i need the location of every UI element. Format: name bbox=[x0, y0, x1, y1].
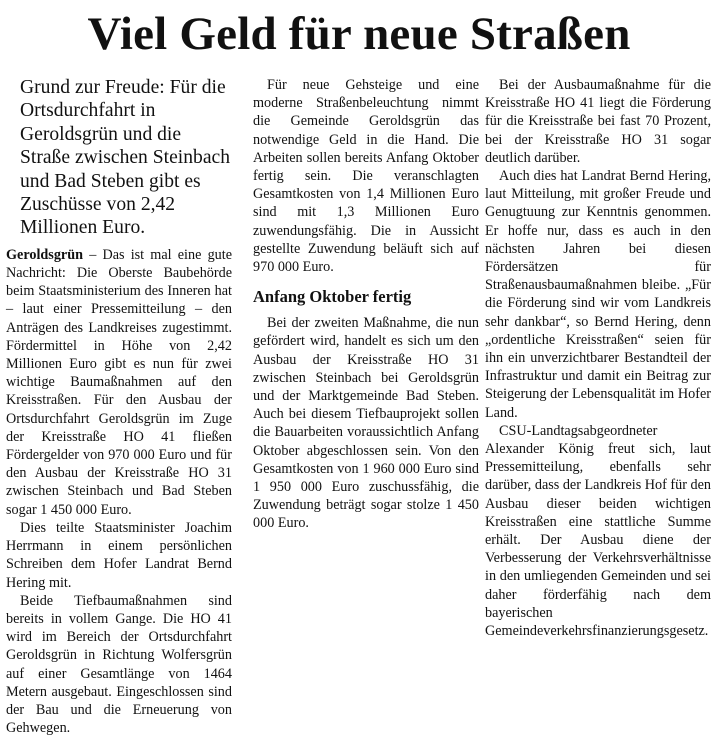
dateline: Geroldsgrün bbox=[6, 246, 83, 263]
paragraph-8: CSU-Landtagsabgeordneter Alexander König freut sich, laut Pressemitteilung, ebenfalls sehr darüber, dass der Landkreis Hof für den Ausbau dieser beiden wichtigen Kreisstraßen eine stattliche Summe erhält. Der Ausbau diene der Verbesserung der Verkehrsverhältnisse in den umliegenden Gemeinden und sei daher förderfähig nach dem bayerischen Gemeindeverkehrsfinanzierungsgesetz. bbox=[485, 422, 711, 640]
paragraph-1-text: – Das ist mal eine gute Nachricht: Die Oberste Baubehörde beim Staatsministerium des Inneren hat – laut einer Pressemitteilung – den Anträgen des Landkreises zugestimmt. Fördermittel in Höhe von 2,42 Millionen Euro gibt es nun für zwei wichtige Baumaßnahmen auf den Kreisstraßen. Für den Ausbau der Ortsdurchfahrt Geroldsgrün im Zuge der Kreisstraße HO 41 fließen Fördergelder von 970 000 Euro und für den Ausbau der Kreisstraße HO 31 zwischen Steinbach und Bad Steben sogar 1 450 000 Euro. bbox=[6, 246, 232, 518]
paragraph-4: Für neue Gehsteige und eine moderne Straßenbeleuchtung nimmt die Gemeinde Geroldsgrün das notwendige Geld in die Hand. Die Arbeiten sollen bereits Anfang Oktober fertig sein. Die veranschlagten Gesamtkosten von 1,4 Millionen Euro sind mit 1,3 Millionen Euro zuwendungsfähig. Die in Aussicht gestellte Zuwendung beläuft sich auf 970 000 Euro. bbox=[253, 77, 479, 276]
paragraph-7: Auch dies hat Landrat Bernd Hering, laut Mitteilung, mit großer Freude und Genugtuung zur Kenntnis genommen. Er hoffe nur, dass es auch in den nächsten Jahren bei diesen Fördersätzen für Straßenausbaumaßnahmen bleibe. „Für die Förderung sind wir vom Landkreis sehr dankbar“, so Bernd Hering, denn „ordentliche Kreisstraßen“ seien für ihn ein unverzichtbarer Bestandteil der Infrastruktur und damit ein Beitrag zur Steigerung der Lebensqualität im Hofer Land. bbox=[485, 168, 711, 421]
paragraph-5: Bei der zweiten Maßnahme, die nun gefördert wird, handelt es sich um den Ausbau der Kreisstraße HO 31 zwischen Steinbach bei Geroldsgrün und der Marktgemeinde Bad Steben. Auch bei diesem Tiefbauprojekt sollen die Bauarbeiten voraussichtlich Anfang Oktober abgeschlossen sein. Von den Gesamtkosten von 1 960 000 Euro sind 1 950 000 Euro zuschussfähig, die Zuwendung beträgt sogar stolze 1 450 000 Euro. bbox=[253, 315, 479, 532]
paragraph-2: Dies teilte Staatsminister Joachim Herrmann in einem persönlichen Schreiben dem Hofer Landrat Bernd Hering mit. bbox=[6, 519, 232, 591]
column-1 bbox=[6, 76, 232, 737]
paragraph-1 bbox=[6, 246, 232, 519]
headline: Viel Geld für neue Straßen bbox=[87, 8, 631, 60]
subheading: Anfang Oktober fertig bbox=[253, 287, 412, 307]
column-3 bbox=[485, 76, 711, 640]
column-2 bbox=[253, 76, 479, 533]
paragraph-6: Bei der Ausbaumaßnahme für die Kreisstraße HO 41 liegt die Förderung für die Kreisstraße bei fast 70 Prozent, bei der Kreisstraße HO 31 sogar deutlich darüber. bbox=[485, 77, 711, 166]
intro-text: Grund zur Freude: Für die Ortsdurchfahrt in Geroldsgrün und die Straße zwischen Steinbach und Bad Steben gibt es Zuschüsse von 2,42 Millionen Euro. bbox=[20, 77, 231, 239]
paragraph-3: Beide Tiefbaumaßnahmen sind bereits in vollem Gange. Die HO 41 wird im Bereich der Ortsdurchfahrt Geroldsgrün in Richtung Wolfersgrün auf einer Gesamtlänge von 1464 Metern ausgebaut. Eingeschlossen sind der Bau und die Erneuerung von Gehwegen. bbox=[6, 592, 232, 737]
